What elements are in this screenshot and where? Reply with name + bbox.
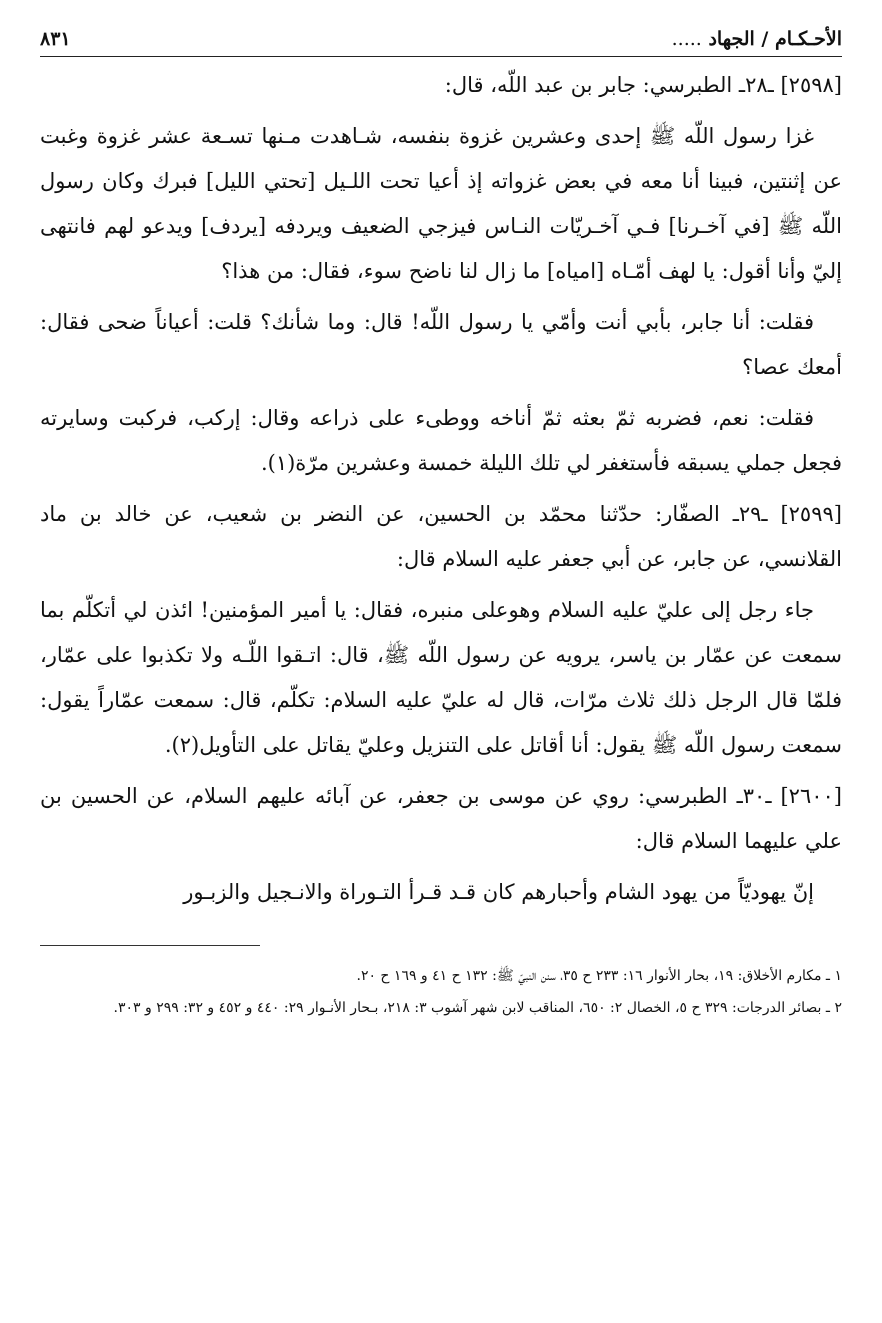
page-header [40, 28, 842, 57]
hadith-2599-heading: [٢٥٩٩] ـ٢٩ـ الصفّار: حدّثنا محمّد بن الحسين، عن النضر بن شعيب، عن خالد بن ماد القلانسي، عن جابر، عن أبي جعفر عليه السلام قال: [40, 502, 842, 571]
footnote-2: ٢ ـ بصائر الدرجات: ٣٢٩ ح ٥، الخصال ٢: ٦٥٠، المناقب لابن شهر آشوب ٣: ٢١٨، بـحار الأنـوار ٢٩: ٤٤٠ و ٤٥٢ و ٣٢: ٢٩٩ و ٣٠٣. [113, 1000, 842, 1016]
running-title-text: الأحـكـام / الجهاد [708, 28, 842, 50]
running-title [672, 28, 842, 50]
footnotes [40, 960, 842, 1024]
hadith-2598-text-3: فقلت: نعم، فضربه ثمّ بعثه ثمّ أناخه ووطىء على ذراعه وقال: إركب، فركبت وسايرته فجعل جملي يسبقه فأستغفر لي تلك الليلة خمسة وعشرين مرّة(١). [40, 406, 842, 475]
hadith-2598-heading: [٢٥٩٨] ـ٢٨ـ الطبرسي: جابر بن عبد اللّه، قال: [444, 73, 842, 97]
running-title-dots: ..... [671, 28, 702, 50]
hadith-2600-text: إنّ يهوديّاً من يهود الشام وأحبارهم كان قـد قـرأ التـوراة والانـجيل والزبـور [183, 880, 814, 904]
hadith-2598-text: غزا رسول اللّه ﷺ إحدى وعشرين غزوة بنفسه، شـاهدت مـنها تسـعة عشر غزوة وغبت عن إثنتين، فبينا أنا معه في بعض غزواته إذ أعيا تحت اللـيل [تحتي الليل] فبرك وكان رسول اللّه ﷺ [في آخـرنا] فـي آخـريّات النـاس فيزجي الضعيف ويردفه [يردف] ويدعو لهم فانتهى إليّ وأنا أقول: يا لهف أمّـاه [امياه] ما زال لنا ناضح سوء، فقال: من هذا؟ [40, 124, 842, 283]
page-body [40, 63, 842, 915]
hadith-2600-heading: [٢٦٠٠] ـ٣٠ـ الطبرسي: روي عن موسى بن جعفر، عن آبائه عليهم السلام، عن الحسين بن علي عليهما السلام قال: [40, 784, 842, 853]
footnote-1: ١ ـ مكارم الأخلاق: ١٩، بحار الأنوار ١٦: ٢٣٣ ح ٣٥، سنن النبيّ ﷺ: ١٣٢ ح ٤١ و ١٦٩ ح ٢٠. [356, 968, 842, 984]
hadith-2599-text: جاء رجل إلى عليّ عليه السلام وهوعلى منبره، فقال: يا أمير المؤمنين! ائذن لي أتكلّم بما سمعت عن عمّار بن ياسر، يرويه عن رسول اللّه ﷺ، قال: اتـقوا اللّـه ولا تكذبوا على عمّار، فلمّا قال الرجل ذلك ثلاث مرّات، قال له عليّ عليه السلام: تكلّم، قال: سمعت عمّاراً يقول: سمعت رسول اللّه ﷺ يقول: أنا أقاتل على التنزيل وعليّ يقاتل على التأويل(٢). [40, 598, 842, 757]
hadith-2598-text-2: فقلت: أنا جابر، بأبي أنت وأمّي يا رسول اللّه! قال: وما شأنك؟ قلت: أعياناً ضحى فقال: أمعك عصا؟ [40, 310, 842, 379]
footnote-separator [40, 945, 260, 946]
book-page [40, 28, 842, 1293]
page-number: ٨٣١ [40, 28, 71, 50]
